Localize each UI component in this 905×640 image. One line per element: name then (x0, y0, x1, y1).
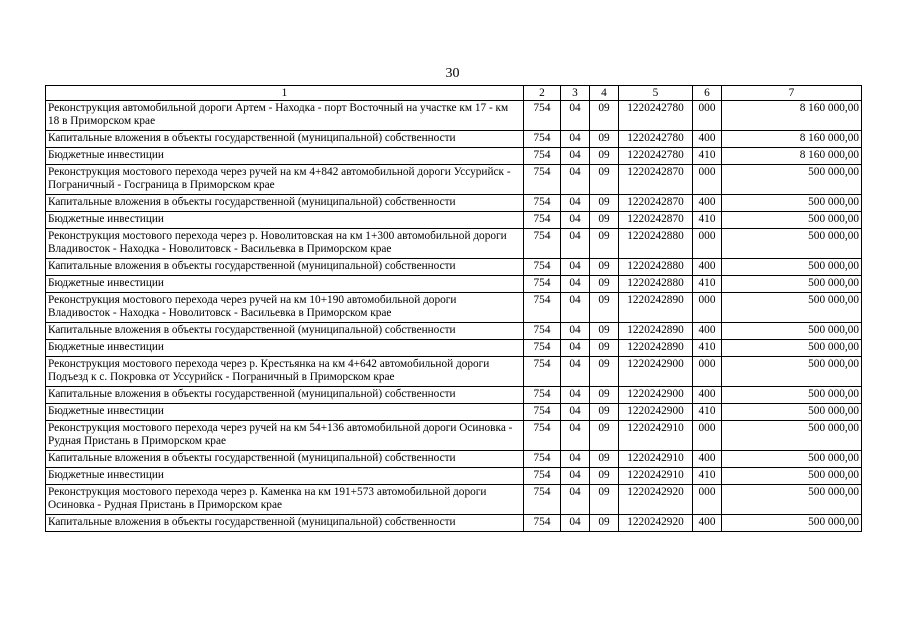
cell-expense-type: 000 (693, 229, 722, 259)
cell-subsection: 09 (590, 276, 619, 293)
cell-section: 04 (561, 340, 590, 357)
cell-name: Реконструкция мостового перехода через ручей на км 10+190 автомобильной дороги Владивосток - Находка - Новолитовск - Васильевка в Приморском крае (46, 293, 524, 323)
cell-name: Капитальные вложения в объекты государственной (муниципальной) собственности (46, 387, 524, 404)
cell-expense-type: 400 (693, 131, 722, 148)
cell-admin-code: 754 (524, 165, 561, 195)
cell-admin-code: 754 (524, 293, 561, 323)
cell-name: Капитальные вложения в объекты государственной (муниципальной) собственности (46, 131, 524, 148)
cell-expense-type: 410 (693, 212, 722, 229)
cell-amount: 500 000,00 (722, 468, 862, 485)
cell-target-article: 1220242920 (619, 485, 693, 515)
col-header-2: 2 (524, 86, 561, 101)
cell-admin-code: 754 (524, 229, 561, 259)
cell-section: 04 (561, 131, 590, 148)
cell-name: Реконструкция мостового перехода через р. Каменка на км 191+573 автомобильной дороги Осиновка - Рудная Пристань в Приморском крае (46, 485, 524, 515)
table-row (46, 195, 862, 212)
cell-amount: 500 000,00 (722, 387, 862, 404)
cell-subsection: 09 (590, 485, 619, 515)
cell-amount: 500 000,00 (722, 229, 862, 259)
cell-name: Реконструкция мостового перехода через р. Крестьянка на км 4+642 автомобильной дороги Подъезд к с. Покровка от Уссурийск - Пограничный в Приморском крае (46, 357, 524, 387)
cell-section: 04 (561, 451, 590, 468)
cell-target-article: 1220242900 (619, 357, 693, 387)
cell-target-article: 1220242780 (619, 101, 693, 131)
cell-name: Бюджетные инвестиции (46, 276, 524, 293)
cell-admin-code: 754 (524, 101, 561, 131)
table-row (46, 165, 862, 195)
cell-expense-type: 000 (693, 101, 722, 131)
cell-subsection: 09 (590, 229, 619, 259)
budget-table (45, 85, 862, 532)
cell-subsection: 09 (590, 323, 619, 340)
cell-section: 04 (561, 357, 590, 387)
cell-expense-type: 410 (693, 148, 722, 165)
col-header-3: 3 (561, 86, 590, 101)
col-header-7: 7 (722, 86, 862, 101)
cell-name: Бюджетные инвестиции (46, 148, 524, 165)
cell-section: 04 (561, 276, 590, 293)
cell-expense-type: 400 (693, 195, 722, 212)
cell-subsection: 09 (590, 515, 619, 532)
cell-expense-type: 410 (693, 468, 722, 485)
cell-amount: 500 000,00 (722, 165, 862, 195)
cell-target-article: 1220242900 (619, 404, 693, 421)
cell-name: Реконструкция мостового перехода через р. Новолитовская на км 1+300 автомобильной дороги Владивосток - Находка - Новолитовск - Васильевка в Приморском крае (46, 229, 524, 259)
cell-target-article: 1220242920 (619, 515, 693, 532)
cell-amount: 500 000,00 (722, 340, 862, 357)
cell-amount: 500 000,00 (722, 293, 862, 323)
cell-name: Бюджетные инвестиции (46, 404, 524, 421)
cell-expense-type: 400 (693, 259, 722, 276)
cell-section: 04 (561, 323, 590, 340)
col-header-4: 4 (590, 86, 619, 101)
cell-section: 04 (561, 421, 590, 451)
cell-name: Бюджетные инвестиции (46, 212, 524, 229)
cell-section: 04 (561, 259, 590, 276)
cell-section: 04 (561, 195, 590, 212)
cell-admin-code: 754 (524, 357, 561, 387)
cell-subsection: 09 (590, 340, 619, 357)
cell-subsection: 09 (590, 357, 619, 387)
cell-subsection: 09 (590, 212, 619, 229)
cell-name: Реконструкция автомобильной дороги Артем - Находка - порт Восточный на участке км 17 - км 18 в Приморском крае (46, 101, 524, 131)
cell-subsection: 09 (590, 165, 619, 195)
cell-name: Реконструкция мостового перехода через ручей на км 54+136 автомобильной дороги Осиновка - Рудная Пристань в Приморском крае (46, 421, 524, 451)
cell-admin-code: 754 (524, 515, 561, 532)
cell-subsection: 09 (590, 195, 619, 212)
table-row (46, 340, 862, 357)
cell-admin-code: 754 (524, 148, 561, 165)
table-row (46, 229, 862, 259)
col-header-5: 5 (619, 86, 693, 101)
cell-admin-code: 754 (524, 387, 561, 404)
cell-section: 04 (561, 293, 590, 323)
cell-name: Капитальные вложения в объекты государственной (муниципальной) собственности (46, 515, 524, 532)
cell-admin-code: 754 (524, 212, 561, 229)
table-body (46, 101, 862, 532)
cell-target-article: 1220242870 (619, 165, 693, 195)
cell-admin-code: 754 (524, 276, 561, 293)
cell-amount: 500 000,00 (722, 357, 862, 387)
cell-admin-code: 754 (524, 323, 561, 340)
cell-amount: 500 000,00 (722, 195, 862, 212)
cell-amount: 8 160 000,00 (722, 101, 862, 131)
cell-admin-code: 754 (524, 421, 561, 451)
cell-amount: 500 000,00 (722, 515, 862, 532)
cell-expense-type: 400 (693, 451, 722, 468)
cell-expense-type: 000 (693, 293, 722, 323)
cell-amount: 500 000,00 (722, 276, 862, 293)
table-row (46, 101, 862, 131)
cell-section: 04 (561, 468, 590, 485)
table-row (46, 515, 862, 532)
cell-name: Бюджетные инвестиции (46, 340, 524, 357)
cell-target-article: 1220242890 (619, 323, 693, 340)
cell-target-article: 1220242910 (619, 451, 693, 468)
cell-subsection: 09 (590, 131, 619, 148)
cell-admin-code: 754 (524, 131, 561, 148)
cell-subsection: 09 (590, 421, 619, 451)
cell-admin-code: 754 (524, 468, 561, 485)
cell-amount: 500 000,00 (722, 485, 862, 515)
cell-subsection: 09 (590, 259, 619, 276)
col-header-6: 6 (693, 86, 722, 101)
table-row (46, 387, 862, 404)
cell-amount: 500 000,00 (722, 421, 862, 451)
cell-target-article: 1220242880 (619, 259, 693, 276)
cell-section: 04 (561, 485, 590, 515)
cell-section: 04 (561, 212, 590, 229)
cell-admin-code: 754 (524, 195, 561, 212)
cell-admin-code: 754 (524, 485, 561, 515)
cell-target-article: 1220242890 (619, 293, 693, 323)
cell-expense-type: 400 (693, 515, 722, 532)
table-row (46, 468, 862, 485)
cell-name: Капитальные вложения в объекты государственной (муниципальной) собственности (46, 259, 524, 276)
cell-admin-code: 754 (524, 259, 561, 276)
cell-amount: 500 000,00 (722, 323, 862, 340)
cell-target-article: 1220242880 (619, 276, 693, 293)
cell-subsection: 09 (590, 404, 619, 421)
col-header-1: 1 (46, 86, 524, 101)
cell-section: 04 (561, 229, 590, 259)
cell-subsection: 09 (590, 148, 619, 165)
table-row (46, 276, 862, 293)
cell-name: Реконструкция мостового перехода через ручей на км 4+842 автомобильной дороги Уссурийск - Пограничный - Госграница в Приморском крае (46, 165, 524, 195)
cell-expense-type: 400 (693, 387, 722, 404)
cell-target-article: 1220242910 (619, 421, 693, 451)
cell-expense-type: 410 (693, 340, 722, 357)
cell-section: 04 (561, 148, 590, 165)
cell-target-article: 1220242780 (619, 131, 693, 148)
cell-section: 04 (561, 101, 590, 131)
cell-target-article: 1220242900 (619, 387, 693, 404)
cell-amount: 8 160 000,00 (722, 131, 862, 148)
cell-name: Капитальные вложения в объекты государственной (муниципальной) собственности (46, 195, 524, 212)
cell-expense-type: 410 (693, 276, 722, 293)
table-row (46, 357, 862, 387)
cell-expense-type: 000 (693, 357, 722, 387)
cell-target-article: 1220242880 (619, 229, 693, 259)
cell-name: Бюджетные инвестиции (46, 468, 524, 485)
cell-amount: 500 000,00 (722, 451, 862, 468)
table-row (46, 323, 862, 340)
cell-amount: 500 000,00 (722, 259, 862, 276)
cell-section: 04 (561, 404, 590, 421)
cell-admin-code: 754 (524, 404, 561, 421)
cell-target-article: 1220242890 (619, 340, 693, 357)
cell-admin-code: 754 (524, 340, 561, 357)
cell-target-article: 1220242910 (619, 468, 693, 485)
page-number: 30 (445, 66, 460, 81)
cell-target-article: 1220242870 (619, 212, 693, 229)
cell-expense-type: 000 (693, 485, 722, 515)
table-row (46, 259, 862, 276)
cell-section: 04 (561, 515, 590, 532)
cell-subsection: 09 (590, 468, 619, 485)
cell-subsection: 09 (590, 387, 619, 404)
table-row (46, 148, 862, 165)
cell-expense-type: 000 (693, 165, 722, 195)
cell-name: Капитальные вложения в объекты государственной (муниципальной) собственности (46, 451, 524, 468)
cell-expense-type: 000 (693, 421, 722, 451)
cell-amount: 8 160 000,00 (722, 148, 862, 165)
table-row (46, 212, 862, 229)
table-row (46, 485, 862, 515)
table-row (46, 421, 862, 451)
header-row (46, 86, 862, 101)
cell-name: Капитальные вложения в объекты государственной (муниципальной) собственности (46, 323, 524, 340)
table-row (46, 293, 862, 323)
cell-section: 04 (561, 165, 590, 195)
cell-subsection: 09 (590, 293, 619, 323)
cell-subsection: 09 (590, 451, 619, 468)
cell-admin-code: 754 (524, 451, 561, 468)
cell-amount: 500 000,00 (722, 404, 862, 421)
cell-amount: 500 000,00 (722, 212, 862, 229)
table-row (46, 404, 862, 421)
cell-target-article: 1220242780 (619, 148, 693, 165)
table-row (46, 451, 862, 468)
cell-expense-type: 410 (693, 404, 722, 421)
cell-subsection: 09 (590, 101, 619, 131)
cell-expense-type: 400 (693, 323, 722, 340)
cell-section: 04 (561, 387, 590, 404)
table-row (46, 131, 862, 148)
cell-target-article: 1220242870 (619, 195, 693, 212)
